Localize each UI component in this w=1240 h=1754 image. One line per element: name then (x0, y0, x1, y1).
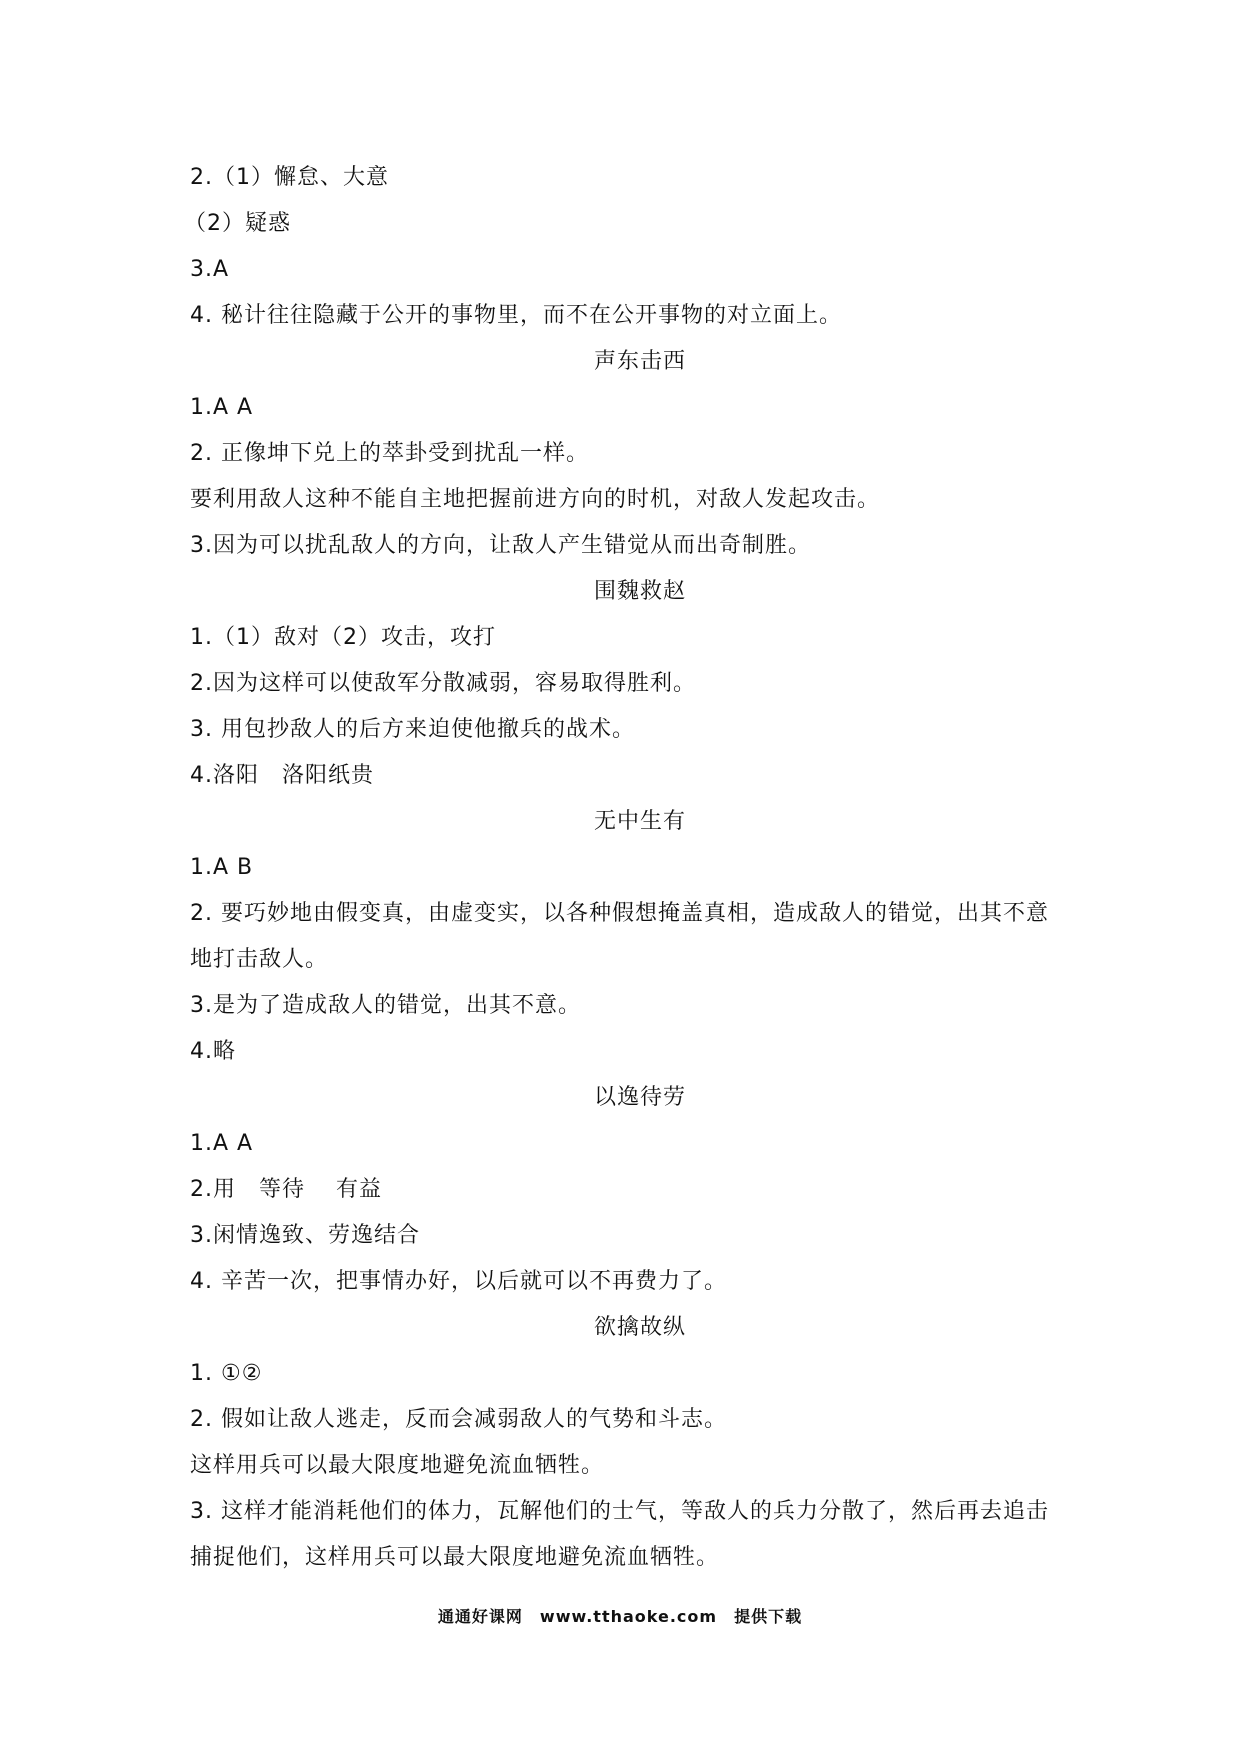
answer-line: 1.A A (190, 1131, 254, 1156)
answer-line: 3.A (190, 257, 230, 282)
answer-line: 2.因为这样可以使敌军分散减弱，容易取得胜利。 (190, 671, 696, 696)
answer-line: 3. 用包抄敌人的后方来迫使他撤兵的战术。 (190, 717, 635, 742)
answer-content (184, 155, 1060, 1581)
section-title: 欲擒故纵 (593, 1315, 686, 1340)
section-title: 围魏救赵 (593, 579, 686, 604)
answer-line: （2）疑惑 (184, 211, 291, 236)
answer-line: 要利用敌人这种不能自主地把握前进方向的时机，对敌人发起攻击。 (190, 487, 881, 512)
answer-line: 4. 辛苦一次，把事情办好，以后就可以不再费力了。 (190, 1269, 727, 1294)
answer-line: 3.是为了造成敌人的错觉，出其不意。 (190, 993, 581, 1018)
answer-line: 1. ①② (190, 1361, 263, 1386)
answer-line: 这样用兵可以最大限度地避免流血牺牲。 (190, 1453, 605, 1478)
answer-line: 2. 正像坤下兑上的萃卦受到扰乱一样。 (190, 441, 589, 466)
answer-line: 3.因为可以扰乱敌人的方向，让敌人产生错觉从而出奇制胜。 (190, 533, 811, 558)
answer-line: 1.A B (190, 855, 254, 880)
answer-line: 2.用 等待 有益 (190, 1177, 382, 1202)
answer-line: 1.A A (190, 395, 254, 420)
answer-line: 4.洛阳 洛阳纸贵 (190, 763, 374, 788)
answer-line: 4.略 (190, 1039, 236, 1064)
answer-line: 4. 秘计往往隐藏于公开的事物里，而不在公开事物的对立面上。 (190, 303, 842, 328)
section-title: 声东击西 (593, 349, 686, 374)
section-title: 无中生有 (593, 809, 686, 834)
answer-line: 2. 假如让敌人逃走，反而会减弱敌人的气势和斗志。 (190, 1407, 727, 1432)
answer-line: 2. 要巧妙地由假变真，由虚变实，以各种假想掩盖真相，造成敌人的错觉，出其不意地打击敌人。 (190, 901, 1049, 972)
footer-credit: 通通好课网 www.tthaoke.com 提供下载 (437, 1607, 803, 1626)
section-title: 以逸待劳 (593, 1085, 686, 1110)
answer-line: 1.（1）敌对（2）攻击，攻打 (190, 625, 496, 650)
answer-line: 2.（1）懈怠、大意 (190, 165, 389, 190)
answer-line: 3.闲情逸致、劳逸结合 (190, 1223, 420, 1248)
answer-line: 3. 这样才能消耗他们的体力，瓦解他们的士气，等敌人的兵力分散了，然后再去追击捕捉他们，这样用兵可以最大限度地避免流血牺牲。 (190, 1499, 1049, 1570)
